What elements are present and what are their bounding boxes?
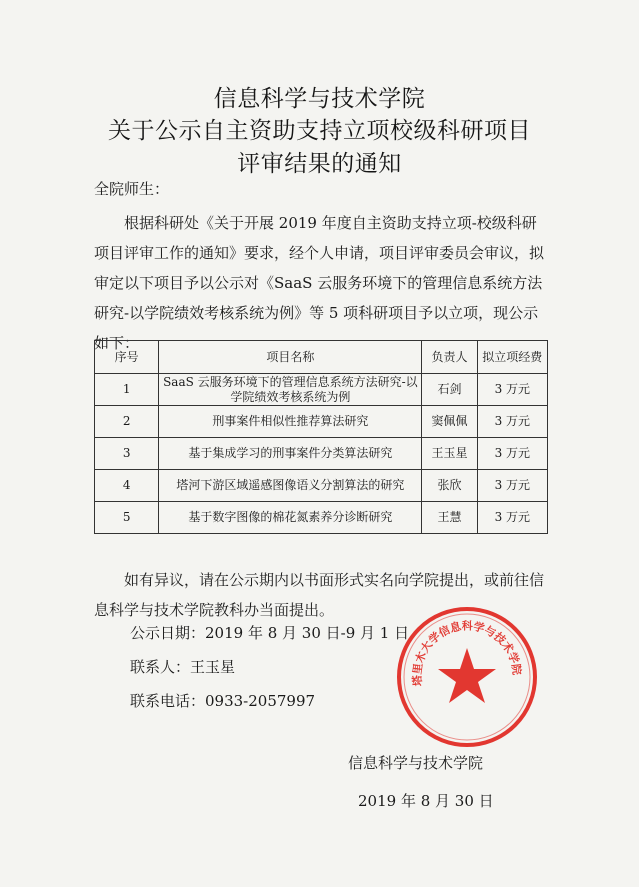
cell-funding: 3 万元: [477, 470, 547, 502]
table-header-row: [95, 341, 548, 374]
title-line-3: 评审结果的通知: [237, 151, 402, 177]
cell-index: 5: [95, 502, 159, 534]
table-row: [95, 470, 548, 502]
cell-index: 2: [95, 406, 159, 438]
cell-project-name: 基于数字图像的棉花氮素养分诊断研究: [159, 502, 422, 534]
table-row: [95, 438, 548, 470]
seal-text: 塔里木大学信息科学与技术学院: [410, 619, 524, 687]
official-seal-icon: [393, 603, 541, 751]
body-paragraph-1: 根据科研处《关于开展 2019 年度自主资助支持立项-校级科研项目评审工作的通知》要求，经个人申请，项目评审委员会审议，拟审定以下项目予以公示对《SaaS 云服务环境下的管理信息系统方法研究-以学院绩效考核系统为例》等 5 项科研项目予以立项，现公示如下：: [94, 214, 545, 352]
title-line-1: 信息科学与技术学院: [213, 86, 426, 112]
cell-project-name: SaaS 云服务环境下的管理信息系统方法研究-以学院绩效考核系统为例: [159, 374, 422, 406]
cell-funding: 3 万元: [477, 438, 547, 470]
title-line-2: 关于公示自主资助支持立项校级科研项目: [108, 118, 531, 144]
cell-project-name: 塔河下游区域遥感图像语义分割算法的研究: [159, 470, 422, 502]
table-row: [95, 502, 548, 534]
cell-leader: 石剑: [422, 374, 477, 406]
salutation: 全院师生：: [94, 180, 170, 198]
cell-index: 3: [95, 438, 159, 470]
cell-funding: 3 万元: [477, 406, 547, 438]
signature-date: 2019 年 8 月 30 日: [358, 792, 494, 810]
cell-leader: 王玉星: [422, 438, 477, 470]
table-row: [95, 374, 548, 406]
cell-funding: 3 万元: [477, 502, 547, 534]
project-table: [94, 340, 548, 534]
header-funding: 拟立项经费: [477, 341, 547, 374]
contact-person: 联系人：王玉星: [130, 658, 236, 676]
header-leader: 负责人: [422, 341, 477, 374]
announcement-period: 公示日期：2019 年 8 月 30 日-9 月 1 日: [130, 624, 410, 642]
body-paragraph-2: 如有异议，请在公示期内以书面形式实名向学院提出，或前往信息科学与技术学院教科办当面提出。: [94, 571, 545, 619]
cell-project-name: 刑事案件相似性推荐算法研究: [159, 406, 422, 438]
cell-index: 4: [95, 470, 159, 502]
cell-leader: 王慧: [422, 502, 477, 534]
header-index: 序号: [95, 341, 159, 374]
cell-leader: 窦佩佩: [422, 406, 477, 438]
header-project-name: 项目名称: [159, 341, 422, 374]
cell-index: 1: [95, 374, 159, 406]
signature-organization: 信息科学与技术学院: [348, 754, 484, 772]
cell-leader: 张欣: [422, 470, 477, 502]
cell-project-name: 基于集成学习的刑事案件分类算法研究: [159, 438, 422, 470]
table-row: [95, 406, 548, 438]
contact-phone: 联系电话：0933-2057997: [130, 692, 316, 710]
cell-funding: 3 万元: [477, 374, 547, 406]
